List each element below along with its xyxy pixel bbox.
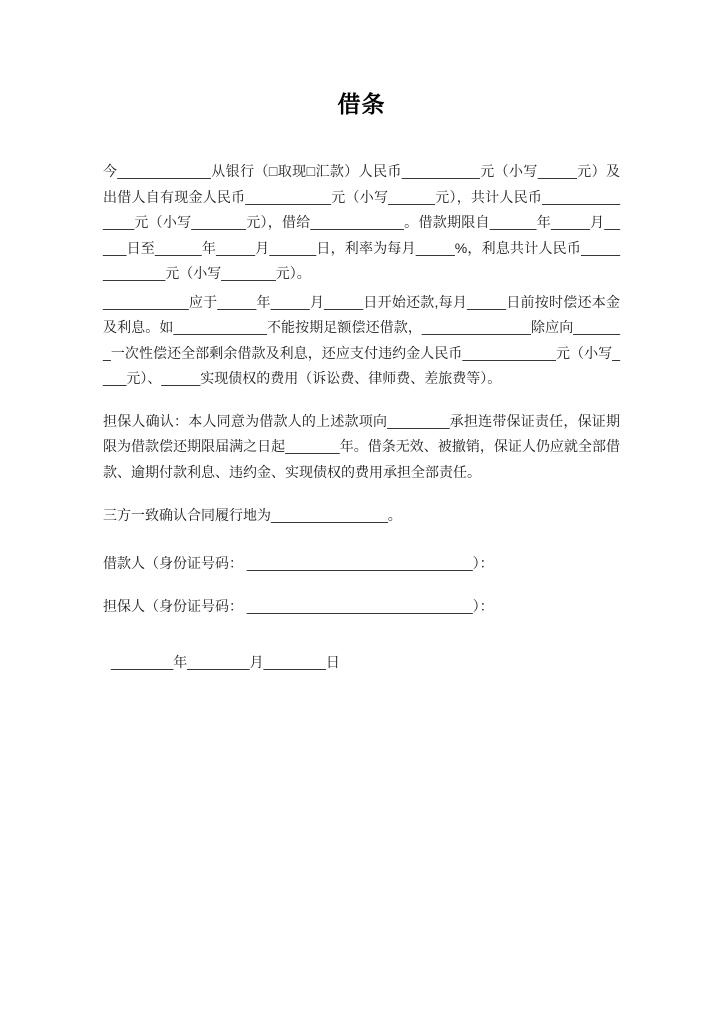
document-title [103, 86, 620, 119]
paragraph-venue-confirmation: 三方一致确认合同履行地为_______________。 [103, 507, 402, 523]
paragraph-repayment-terms: ___________应于_____年_____月_____日开始还款,每月_____日前按时偿还本金及利息。如____________不能按期足额偿还借款，______________除应向_______一次性偿还全部剩余借款及利息，还应支付违约金人民币____________元（小写____元）、_____实现债权的费用（诉讼费、律师费、差旅费等）。 [103, 293, 620, 386]
paragraph-loan-terms: 今____________从银行（□取现□汇款）人民币__________元（小写_____元）及出借人自有现金人民币___________元（小写______元），共计人民币______________元（小写_______元），借给____________。借款期限自______年_____月_____日至______年_____月______日，利率为每月_____%，利息共计人民币_____________元（小写_______元）。 [103, 163, 620, 281]
document-title-text: 借条 [337, 92, 386, 117]
borrower-signature-line: 借款人（身份证号码： _____________________________）： [103, 554, 494, 571]
guarantor-signature-line: 担保人（身份证号码： _____________________________）： [103, 598, 494, 614]
date-signature-line: ________年________月________日 [111, 653, 340, 670]
paragraph-guarantor-confirmation: 担保人确认：本人同意为借款人的上述款项向________承担连带保证责任，保证期限为借款偿还期限届满之日起_______年。借条无效、被撤销，保证人仍应就全部借款、逾期付款利息、违约金、实现债权的费用承担全部责任。 [103, 412, 620, 480]
